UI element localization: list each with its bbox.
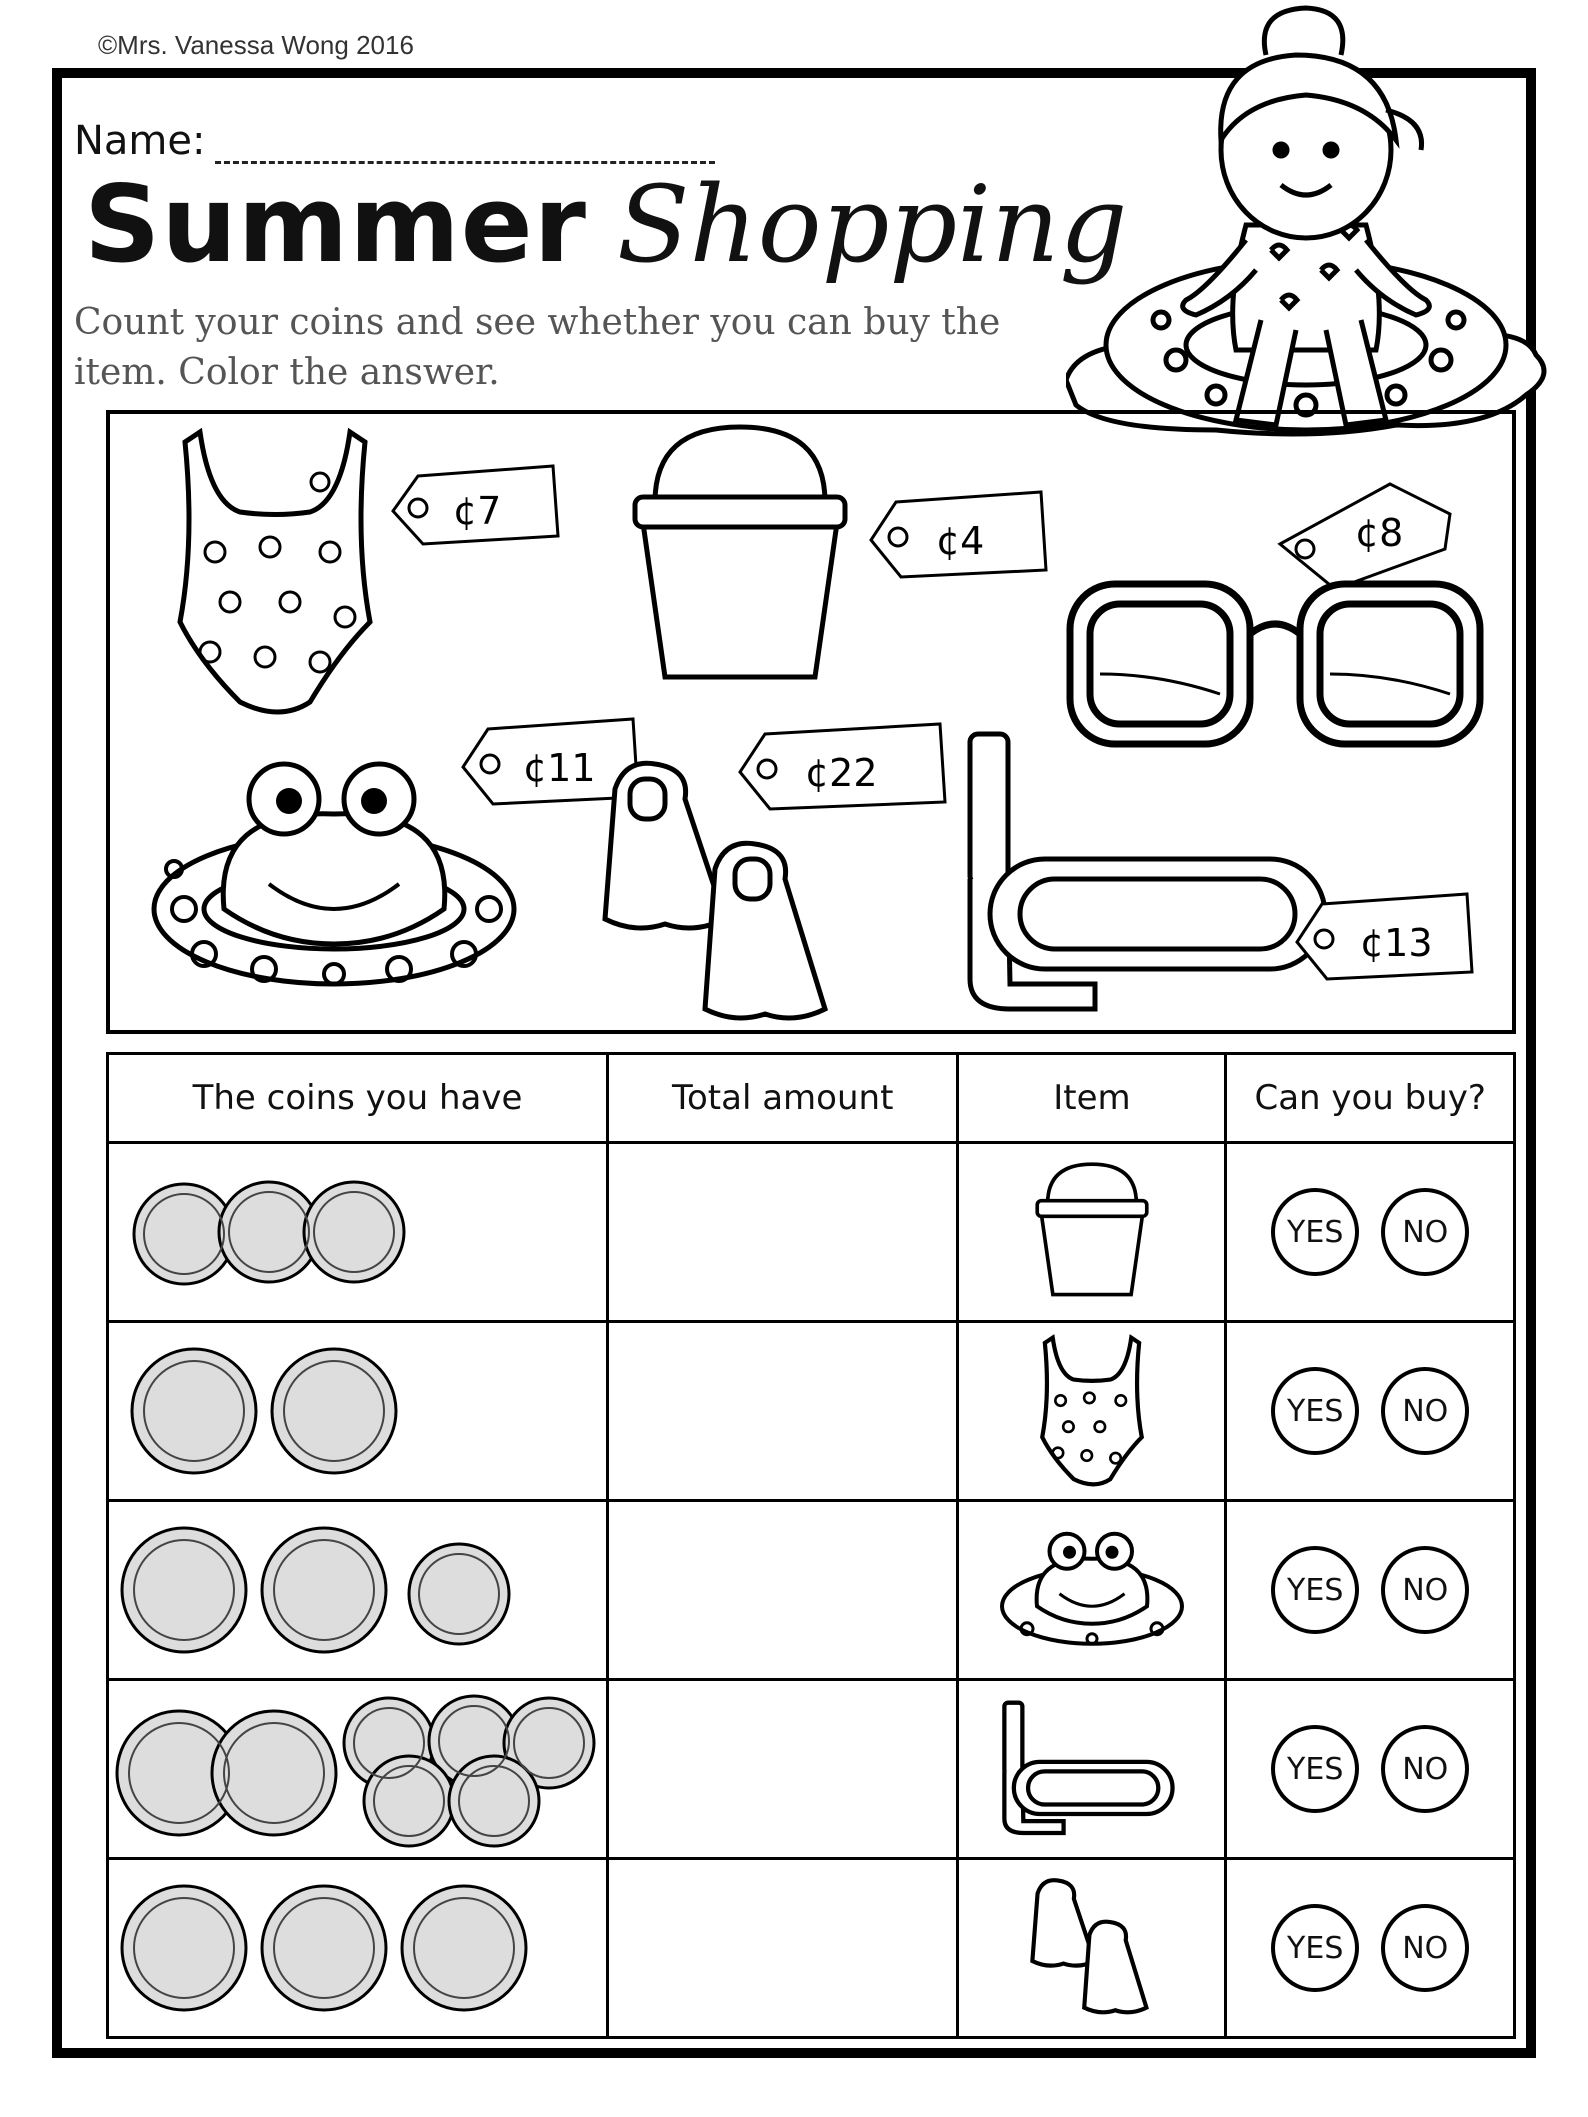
price-tag-flippers xyxy=(725,714,955,824)
swimsuit-icon xyxy=(170,422,380,722)
total-amount-cell[interactable] xyxy=(608,1501,958,1680)
total-amount-cell[interactable] xyxy=(608,1680,958,1859)
copyright-text: ©Mrs. Vanessa Wong 2016 xyxy=(98,30,414,60)
no-option[interactable]: NO xyxy=(1381,1546,1469,1634)
table-row xyxy=(108,1143,1515,1322)
girl-on-float-icon xyxy=(1066,0,1556,470)
title-word-summer: Summer xyxy=(84,163,587,286)
price-tag-snorkel xyxy=(1282,884,1482,994)
no-option[interactable]: NO xyxy=(1381,1904,1469,1992)
yes-option[interactable]: YES xyxy=(1271,1546,1359,1634)
table-row xyxy=(108,1322,1515,1501)
header-can-buy: Can you buy? xyxy=(1226,1054,1515,1143)
coins-nickel-penny-icon xyxy=(109,1502,606,1674)
price-label: ¢11 xyxy=(523,746,596,790)
title-word-shopping: Shopping xyxy=(616,163,1128,286)
bucket-icon xyxy=(625,422,855,692)
frog-float-icon xyxy=(997,1530,1187,1650)
price-label: ¢13 xyxy=(1360,921,1433,965)
price-tag-swimsuit xyxy=(378,456,568,556)
no-option[interactable]: NO xyxy=(1381,1367,1469,1455)
shopping-table xyxy=(106,1052,1516,2039)
coins-nickel-pennies-icon xyxy=(109,1681,606,1853)
table-row xyxy=(108,1859,1515,2038)
page-title xyxy=(84,163,1128,286)
price-label: ¢7 xyxy=(453,489,502,533)
yes-option[interactable]: YES xyxy=(1271,1367,1359,1455)
no-option[interactable]: NO xyxy=(1381,1725,1469,1813)
total-amount-cell[interactable] xyxy=(608,1859,958,2038)
swimsuit-icon xyxy=(1037,1331,1147,1491)
name-line[interactable] xyxy=(215,131,715,164)
table-row xyxy=(108,1680,1515,1859)
name-label: Name: xyxy=(74,118,206,164)
yes-option[interactable]: YES xyxy=(1271,1725,1359,1813)
instructions-text: Count your coins and see whether you can buy the item. Color the answer. xyxy=(74,302,1001,393)
coins-three-nickels-icon xyxy=(109,1860,606,2032)
price-label: ¢4 xyxy=(936,519,985,563)
price-label: ¢8 xyxy=(1355,511,1404,555)
snorkel-icon xyxy=(1002,1699,1182,1839)
yes-option[interactable]: YES xyxy=(1271,1188,1359,1276)
bucket-icon xyxy=(1032,1157,1152,1307)
total-amount-cell[interactable] xyxy=(608,1322,958,1501)
price-label: ¢22 xyxy=(805,751,878,795)
yes-option[interactable]: YES xyxy=(1271,1904,1359,1992)
no-option[interactable]: NO xyxy=(1381,1188,1469,1276)
coins-penny-icon xyxy=(109,1144,606,1316)
header-coins: The coins you have xyxy=(108,1054,608,1143)
table-row xyxy=(108,1501,1515,1680)
header-total: Total amount xyxy=(608,1054,958,1143)
coins-nickel-icon xyxy=(109,1323,606,1495)
total-amount-cell[interactable] xyxy=(608,1143,958,1322)
price-tag-bucket xyxy=(856,482,1056,592)
items-panel xyxy=(106,410,1516,1034)
header-item: Item xyxy=(958,1054,1226,1143)
table-header-row xyxy=(108,1054,1515,1143)
name-field[interactable] xyxy=(74,118,715,164)
flippers-icon xyxy=(1027,1878,1157,2018)
